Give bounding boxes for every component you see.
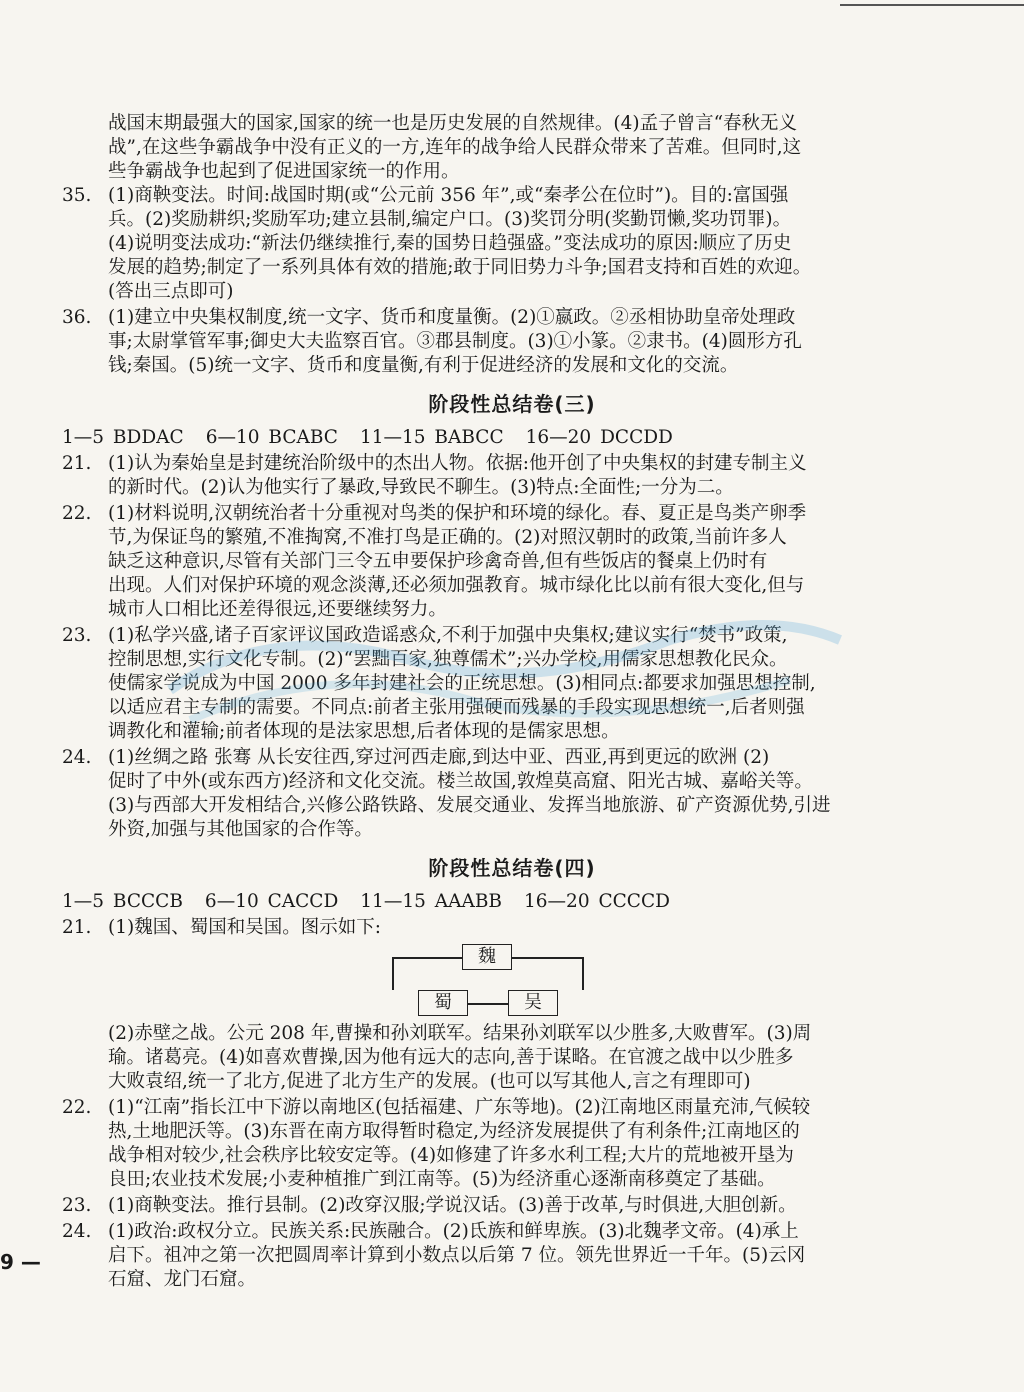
answer-text <box>108 1194 962 1218</box>
diagram-box-wei: 魏 <box>462 944 512 970</box>
section-4-answers <box>62 1096 962 1292</box>
answer-text <box>108 624 962 744</box>
section-3-multiple-choice <box>62 426 962 450</box>
question-number: 23. <box>62 625 92 646</box>
question-number: 24. <box>62 747 92 768</box>
answer-line: 缺乏这种意识,尽管有关部门三令五申要保护珍禽奇兽,但有些饭店的餐桌上仍时有 <box>108 551 768 572</box>
answer-entry <box>62 746 962 842</box>
diagram-line <box>512 957 582 959</box>
answer-text: (1)魏国、蜀国和吴国。图示如下: <box>108 917 381 938</box>
answer-line: (1)政治:政权分立。民族关系:民族融合。(2)氐族和鲜卑族。(3)北魏孝文帝。(4)承上 <box>108 1221 799 1242</box>
answer-line: (1)“江南”指长江中下游以南地区(包括福建、广东等地)。(2)江南地区雨量充沛,气候较 <box>108 1097 811 1118</box>
answer-line: 瑜。诸葛亮。(4)如喜欢曹操,因为他有远大的志向,善于谋略。在官渡之战中以少胜多 <box>108 1047 794 1068</box>
answer-line: 城市人口相比还差得很远,还要继续努力。 <box>108 599 447 620</box>
answer-line: 钱;秦国。(5)统一文字、货币和度量衡,有利于促进经济的发展和文化的交流。 <box>108 355 739 376</box>
page-number: 9 — <box>0 1250 41 1274</box>
intro-line: 战国末期最强大的国家,国家的统一也是历史发展的自然规律。(4)孟子曾言“春秋无义 <box>108 113 798 134</box>
section-3-answers <box>62 452 962 842</box>
question-number: 35. <box>62 185 92 206</box>
answer-line: 良田;农业技术发展;小麦种植推广到江南等。(5)为经济重心逐渐南移奠定了基础。 <box>108 1169 776 1190</box>
mc-group: 11—15 AAABB <box>360 891 503 912</box>
mc-group: 16—20 CCCCD <box>524 891 670 912</box>
answer-line: (1)材料说明,汉朝统治者十分重视对鸟类的保护和环境的绿化。春、夏正是鸟类产卵季 <box>108 503 807 524</box>
mc-group: 16—20 DCCDD <box>525 427 673 448</box>
answer-entry <box>62 1220 962 1292</box>
answer-line: 启下。祖冲之第一次把圆周率计算到小数点以后第 7 位。领先世界近一千年。(5)云冈 <box>108 1245 806 1266</box>
answer-page <box>62 112 962 1294</box>
answer-line: 大败袁绍,统一了北方,促进了北方生产的发展。(也可以写其他人,言之有理即可) <box>108 1071 751 1092</box>
intro-line: 战”,在这些争霸战争中没有正义的一方,连年的战争给人民群众带来了苦难。但同时,这 <box>108 137 802 158</box>
answer-entry <box>62 184 962 304</box>
diagram-line <box>582 957 584 990</box>
answer-line: 出现。人们对保护环境的观念淡薄,还必须加强教育。城市绿化比以前有很大变化,但与 <box>108 575 805 596</box>
question-number: 23. <box>62 1195 92 1216</box>
answer-entry <box>62 502 962 622</box>
diagram-line <box>468 1003 508 1005</box>
mc-group: 11—15 BABCC <box>359 427 504 448</box>
answer-entry <box>62 1194 962 1218</box>
answer-entry <box>62 452 962 500</box>
answer-text <box>108 746 962 842</box>
answer-line: 事;太尉掌管军事;御史大夫监察百官。③郡县制度。(3)①小篆。②隶书。(4)圆形方孔 <box>108 331 802 352</box>
answer-text <box>108 1220 962 1292</box>
answer-line: 使儒家学说成为中国 2000 多年封建社会的正统思想。(3)相同点:都要求加强思想控制, <box>108 673 816 694</box>
intro-line: 些争霸战争也起到了促进国家统一的作用。 <box>108 161 460 182</box>
answer-line: 促时了中外(或东西方)经济和文化交流。楼兰故国,敦煌莫高窟、阳光古城、嘉峪关等。 <box>108 771 813 792</box>
answer-entry <box>62 1096 962 1192</box>
answer-entry <box>62 624 962 744</box>
answer-line: (2)赤壁之战。公元 208 年,曹操和孙刘联军。结果孙刘联军以少胜多,大败曹军。(3)周 <box>108 1023 812 1044</box>
answer-line: 节,为保证鸟的繁殖,不准掏窝,不准打鸟是正确的。(2)对照汉朝时的政策,当前许多人 <box>108 527 787 548</box>
answer-line: (1)商鞅变法。时间:战国时期(或“公元前 356 年”,或“秦孝公在位时”)。目的:富国强 <box>108 185 789 206</box>
section-4-multiple-choice <box>62 890 962 914</box>
answer-line: (3)与西部大开发相结合,兴修公路铁路、发展交通业、发挥当地旅游、矿产资源优势,引进 <box>108 795 831 816</box>
answer-text <box>108 452 962 500</box>
diagram-box-shu: 蜀 <box>418 990 468 1016</box>
question-35 <box>62 184 962 304</box>
answer-line: 控制思想,实行文化专制。(2)“罢黜百家,独尊儒术”;兴办学校,用儒家思想教化民众。 <box>108 649 788 670</box>
section-4-title: 阶段性总结卷(四) <box>428 856 596 880</box>
answer-line: 热,土地肥沃等。(3)东晋在南方取得暂时稳定,为经济发展提供了有利条件;江南地区的 <box>108 1121 800 1142</box>
answer-text <box>108 184 962 304</box>
question-21-rest <box>62 1022 962 1094</box>
intro-paragraph <box>62 112 962 184</box>
answer-line: 石窟、龙门石窟。 <box>108 1269 257 1290</box>
mc-group: 1—5 BDDAC <box>62 427 184 448</box>
answer-line: 战争相对较少,社会秩序比较安定等。(4)如修建了许多水利工程;大片的荒地被开垦为 <box>108 1145 794 1166</box>
question-36 <box>62 306 962 378</box>
answer-entry <box>62 306 962 378</box>
answer-line: (1)建立中央集权制度,统一文字、货币和度量衡。(2)①嬴政。②丞相协助皇帝处理政 <box>108 307 796 328</box>
answer-line: 外资,加强与其他国家的合作等。 <box>108 819 373 840</box>
diagram-box-wu: 吴 <box>508 990 558 1016</box>
answer-line: (1)私学兴盛,诸子百家评议国政造谣惑众,不利于加强中央集权;建议实行“焚书”政策, <box>108 625 788 646</box>
answer-line: (1)认为秦始皇是封建统治阶级中的杰出人物。依据:他开创了中央集权的封建专制主义 <box>108 453 807 474</box>
section-3-title: 阶段性总结卷(三) <box>428 392 596 416</box>
question-number: 22. <box>62 1097 92 1118</box>
answer-line: 调教化和灌输;前者体现的是法家思想,后者体现的是儒家思想。 <box>108 721 620 742</box>
mc-group: 6—10 CACCD <box>204 891 339 912</box>
answer-line: (1)丝绸之路 张骞 从长安往西,穿过河西走廊,到达中亚、西亚,再到更远的欧洲 (2) <box>108 747 770 768</box>
mc-group: 1—5 BCCCB <box>62 891 183 912</box>
mc-group: 6—10 BCABC <box>205 427 338 448</box>
answer-line: 兵。(2)奖励耕织;奖励军功;建立县制,编定户口。(3)奖罚分明(奖勤罚懒,奖功罚罪)。 <box>108 209 792 230</box>
question-number: 21. <box>62 917 92 938</box>
question-number: 22. <box>62 503 92 524</box>
diagram-line <box>392 957 462 959</box>
answer-text <box>108 1096 962 1192</box>
answer-text <box>108 502 962 622</box>
question-21-intro <box>62 916 962 940</box>
answer-line: (1)商鞅变法。推行县制。(2)改穿汉服;学说汉话。(3)善于改革,与时俱进,大胆创新。 <box>108 1195 797 1216</box>
question-number: 21. <box>62 453 92 474</box>
three-kingdoms-diagram <box>62 944 962 1020</box>
question-number: 24. <box>62 1221 92 1242</box>
top-rule <box>840 4 1024 6</box>
diagram-line <box>392 957 394 990</box>
answer-line: (4)说明变法成功:“新法仍继续推行,秦的国势日趋强盛。”变法成功的原因:顺应了历史 <box>108 233 792 254</box>
answer-line: 以适应君主专制的需要。不同点:前者主张用强硬而残暴的手段实现思想统一,后者则强 <box>108 697 805 718</box>
question-number: 36. <box>62 307 92 328</box>
answer-text <box>108 306 962 378</box>
answer-line: 的新时代。(2)认为他实行了暴政,导致民不聊生。(3)特点:全面性;一分为二。 <box>108 477 734 498</box>
answer-line: (答出三点即可) <box>108 281 234 302</box>
answer-line: 发展的趋势;制定了一系列具体有效的措施;敢于同旧势力斗争;国君支持和百姓的欢迎。 <box>108 257 812 278</box>
